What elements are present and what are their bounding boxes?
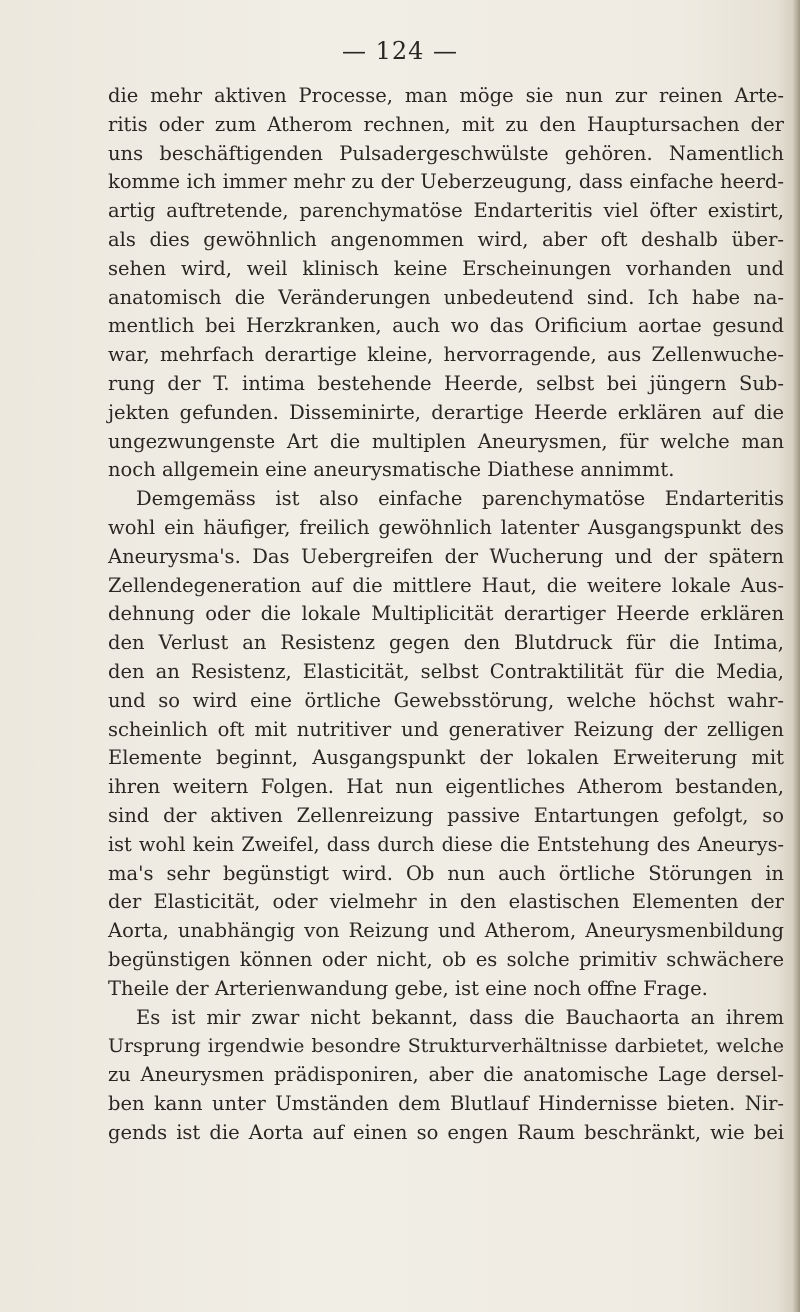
text-line: ist wohl kein Zweifel, dass durch diese die Entstehung des Aneurys- (108, 832, 784, 856)
text-line: wohl ein häufiger, freilich gewöhnlich latenter Ausgangspunkt des (108, 515, 784, 539)
text-line: ma's sehr begünstigt wird. Ob nun auch örtliche Störungen in (108, 861, 784, 885)
text-line: ungezwungenste Art die multiplen Aneurysmen, für welche man (108, 429, 784, 453)
text-line: anatomisch die Veränderungen unbedeutend sind. Ich habe na- (108, 285, 784, 309)
text-line: scheinlich oft mit nutritiver und generativer Reizung der zelligen (108, 717, 784, 741)
text-line: ihren weitern Folgen. Hat nun eigentliches Atherom bestanden, (108, 775, 784, 799)
text-line: Aorta, unabhängig von Reizung und Atherom, Aneurysmenbildung (108, 919, 784, 943)
text-line: noch allgemein eine aneurysmatische Diathese annimmt. (108, 458, 675, 482)
text-line: ritis oder zum Atherom rechnen, mit zu den Hauptursachen der (108, 112, 784, 136)
text-line: Zellendegeneration auf die mittlere Haut, die weitere lokale Aus- (108, 573, 784, 597)
text-line: Ursprung irgendwie besondre Strukturverhältnisse darbietet, welche (108, 1035, 784, 1058)
text-line: gends ist die Aorta auf einen so engen Raum beschränkt, wie bei (108, 1120, 784, 1144)
text-line: ben kann unter Umständen dem Blutlauf Hindernisse bieten. Nir- (108, 1091, 784, 1115)
text-line: dehnung oder die lokale Multiplicität derartiger Heerde erklären (108, 602, 784, 626)
text-line: artig auftretende, parenchymatöse Endarteritis viel öfter existirt, (108, 199, 784, 223)
text-line: uns beschäftigenden Pulsadergeschwülste gehören. Namentlich (108, 141, 784, 165)
text-line: rung der T. intima bestehende Heerde, selbst bei jüngern Sub- (108, 371, 784, 395)
text-line: Elemente beginnt, Ausgangspunkt der lokalen Erweiterung mit (108, 746, 784, 770)
text-line: Theile der Arterienwandung gebe, ist eine noch offne Frage. (108, 976, 708, 1000)
text-line: Aneurysma's. Das Uebergreifen der Wucherung und der spätern (108, 544, 784, 568)
text-line: komme ich immer mehr zu der Ueberzeugung, dass einfache heerd- (108, 170, 784, 194)
text-line: zu Aneurysmen prädisponiren, aber die anatomische Lage dersel- (108, 1063, 784, 1087)
text-line: Es ist mir zwar nicht bekannt, dass die Bauchaorta an ihrem (136, 1005, 784, 1029)
text-line: den Verlust an Resistenz gegen den Blutdruck für die Intima, (108, 631, 784, 655)
text-line: sind der aktiven Zellenreizung passive Entartungen gefolgt, so (108, 803, 784, 827)
text-line: jekten gefunden. Disseminirte, derartige Heerde erklären auf die (108, 400, 784, 424)
text-line: sehen wird, weil klinisch keine Erscheinungen vorhanden und (108, 256, 784, 280)
text-line: den an Resistenz, Elasticität, selbst Contraktilität für die Media, (108, 659, 784, 683)
text-line: war, mehrfach derartige kleine, hervorragende, aus Zellenwuche- (108, 343, 784, 367)
body-text (108, 82, 784, 1147)
text-line: die mehr aktiven Processe, man möge sie nun zur reinen Arte- (108, 84, 784, 107)
text-line: als dies gewöhnlich angenommen wird, aber oft deshalb über- (108, 227, 784, 251)
text-line: Demgemäss ist also einfache parenchymatöse Endarteritis (136, 487, 784, 511)
text-line: mentlich bei Herzkranken, auch wo das Orificium aortae gesund (108, 314, 784, 338)
page-number-header: — 124 — (341, 37, 459, 65)
page-edge (792, 0, 800, 1312)
text-line: und so wird eine örtliche Gewebsstörung, welche höchst wahr- (108, 688, 784, 712)
text-line: der Elasticität, oder vielmehr in den elastischen Elementen der (108, 890, 784, 914)
text-line: begünstigen können oder nicht, ob es solche primitiv schwächere (108, 947, 784, 971)
